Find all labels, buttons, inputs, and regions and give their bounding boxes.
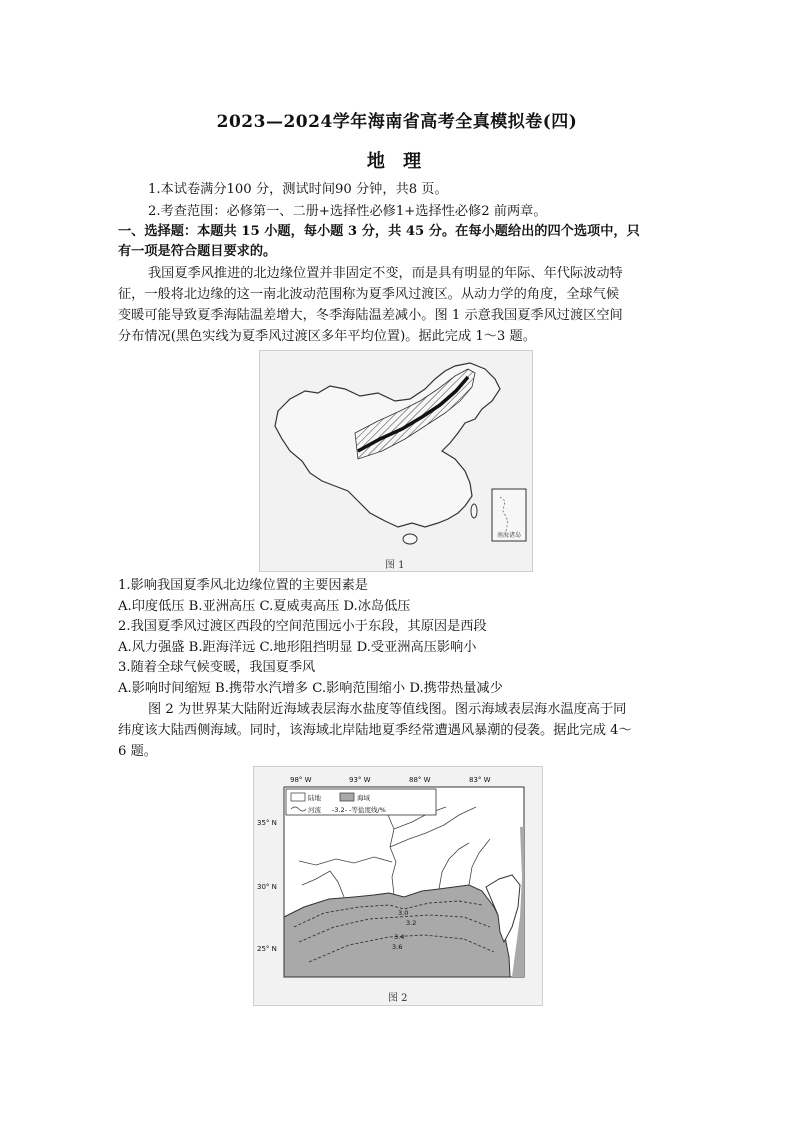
figure-1-map bbox=[259, 350, 533, 572]
figure-2-caption: 图 2 bbox=[388, 993, 408, 1004]
q2-options: A.风力强盛 B.距海洋远 C.地形阻挡明显 D.受亚洲高压影响小 bbox=[118, 640, 477, 655]
salinity-map-illustration bbox=[254, 767, 542, 1005]
isoline-label-1: 3.0 bbox=[398, 909, 409, 917]
legend-sea-label: 海域 bbox=[357, 794, 370, 802]
note-1: 1.本试卷满分100 分，测试时间90 分钟，共8 页。 bbox=[148, 182, 448, 197]
passage1-line-2: 征，一般将北边缘的这一南北波动范围称为夏季风过渡区。从动力学的角度，全球气候 bbox=[118, 287, 620, 302]
legend-river-label: 河流 bbox=[308, 806, 321, 814]
lon-label-88w: 88° W bbox=[409, 776, 431, 784]
lon-label-93w: 93° W bbox=[349, 776, 371, 784]
legend-isoline-label: -3.2- -等盐度线/% bbox=[332, 806, 386, 814]
q2-stem: 2.我国夏季风过渡区西段的空间范围远小于东段，其原因是西段 bbox=[118, 619, 487, 634]
isoline-label-4: 3.6 bbox=[392, 943, 403, 951]
legend-sea-swatch bbox=[340, 793, 354, 801]
legend-land-swatch bbox=[291, 793, 305, 801]
lon-label-83w: 83° W bbox=[469, 776, 491, 784]
lat-label-25n: 25° N bbox=[257, 945, 277, 953]
isoline-label-2: 3.2 bbox=[406, 919, 417, 927]
passage1-line-1: 我国夏季风推进的北边缘位置并非固定不变，而是具有明显的年际、年代际波动特 bbox=[148, 266, 623, 281]
inset-label: 南海诸岛 bbox=[496, 532, 522, 539]
subject-title: 地 理 bbox=[366, 151, 428, 172]
figure-2-map bbox=[253, 766, 543, 1006]
passage2-line-3: 6 题。 bbox=[118, 744, 157, 759]
passage2-line-1: 图 2 为世界某大陆附近海域表层海水盐度等值线图。图示海域表层海水温度高于同 bbox=[148, 702, 627, 717]
lon-label-98w: 98° W bbox=[290, 776, 312, 784]
lat-label-30n: 30° N bbox=[257, 883, 277, 891]
passage2-line-2: 纬度该大陆西侧海域。同时，该海域北岸陆地夏季经常遭遇风暴潮的侵袭。据此完成 4～ bbox=[118, 723, 632, 738]
legend-land-label: 陆地 bbox=[308, 794, 321, 802]
passage1-line-4: 分布情况(黑色实线为夏季风过渡区多年平均位置)。据此完成 1～3 题。 bbox=[118, 329, 536, 344]
section-heading-line-1: 一、选择题：本题共 15 小题，每小题 3 分，共 45 分。在每小题给出的四个选项中，只 bbox=[118, 224, 640, 239]
hainan-island bbox=[403, 534, 417, 544]
exam-title: 2023—2024学年海南省高考全真模拟卷(四) bbox=[216, 112, 578, 132]
note-2: 2.考查范围：必修第一、二册+选择性必修1+选择性必修2 前两章。 bbox=[148, 204, 547, 219]
q3-options: A.影响时间缩短 B.携带水汽增多 C.影响范围缩小 D.携带热量减少 bbox=[118, 681, 503, 696]
q1-stem: 1.影响我国夏季风北边缘位置的主要因素是 bbox=[118, 578, 368, 593]
china-map-illustration bbox=[260, 351, 532, 571]
q1-options: A.印度低压 B.亚洲高压 C.夏威夷高压 D.冰岛低压 bbox=[118, 599, 411, 614]
isoline-label-3: 3.4 bbox=[394, 933, 405, 941]
q3-stem: 3.随着全球气候变暖，我国夏季风 bbox=[118, 660, 316, 675]
taiwan-island bbox=[471, 504, 477, 518]
section-heading-line-2: 有一项是符合题目要求的。 bbox=[118, 244, 277, 259]
passage1-line-3: 变暖可能导致夏季海陆温差增大，冬季海陆温差减小。图 1 示意我国夏季风过渡区空间 bbox=[118, 308, 623, 323]
figure-1-caption: 图 1 bbox=[385, 560, 405, 571]
lat-label-35n: 35° N bbox=[257, 819, 277, 827]
